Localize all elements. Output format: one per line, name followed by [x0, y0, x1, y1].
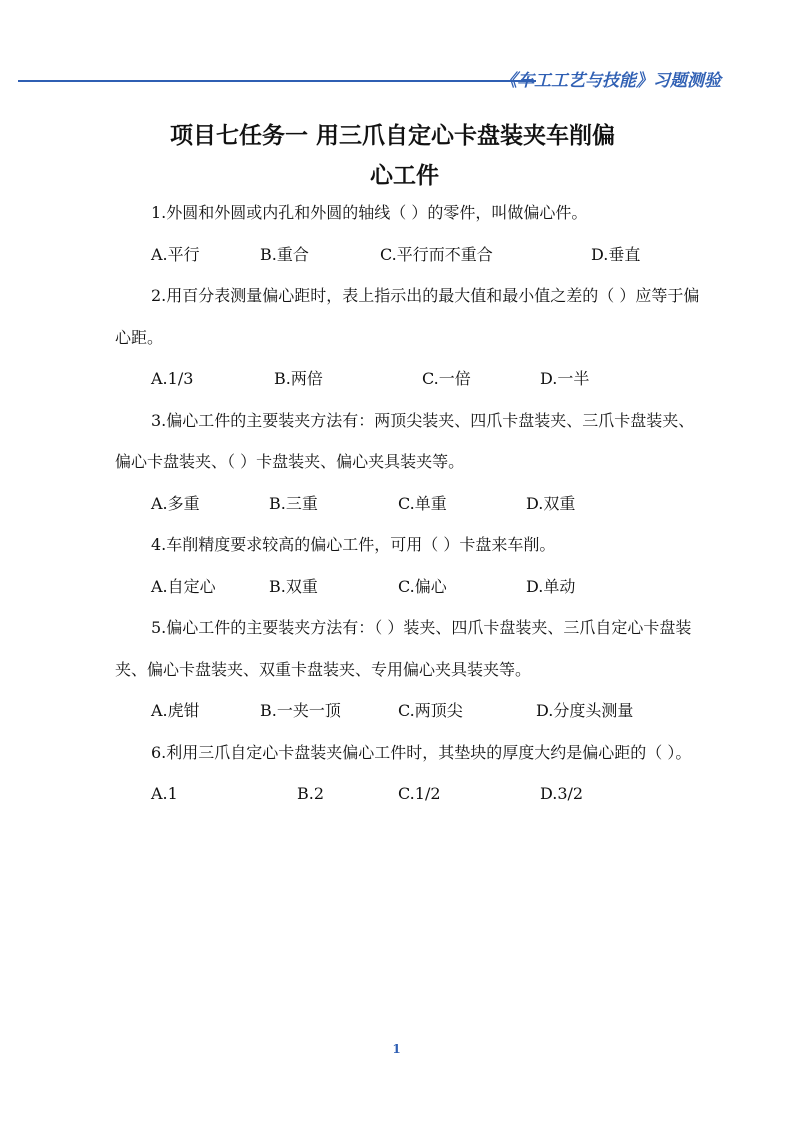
header-rule [18, 80, 536, 82]
option-c: C.平行而不重合 [380, 244, 493, 264]
page-title-line-2: 心工件 [370, 163, 439, 189]
option-b: B.两倍 [274, 369, 323, 388]
option-d: D.垂直 [591, 244, 641, 264]
option-c: C.两顶尖 [398, 701, 463, 720]
options-4 [115, 566, 700, 608]
question-3: 3.偏心工件的主要装夹方法有：两顶尖装夹、四爪卡盘装夹、三爪卡盘装夹、偏心卡盘装夹、（ ）卡盘装夹、偏心夹具装夹等。 [115, 410, 695, 471]
question-list [115, 192, 700, 815]
option-b: B.双重 [269, 576, 318, 596]
option-d: D.双重 [526, 493, 576, 513]
option-d: D.单动 [526, 576, 576, 596]
header-title: 《车工工艺与技能》习题测验 [500, 71, 721, 91]
options-2 [115, 358, 700, 400]
question-4: 4.车削精度要求较高的偏心工件，可用（ ）卡盘来车削。 [151, 535, 556, 554]
option-c: C.偏心 [398, 576, 447, 596]
option-b: B.一夹一顶 [260, 701, 341, 720]
option-a: A.多重 [151, 493, 200, 513]
option-c: C.1/2 [398, 784, 441, 803]
option-a: A.1/3 [151, 369, 194, 388]
option-b: B.2 [297, 784, 325, 803]
question-5: 5.偏心工件的主要装夹方法有：（ ）装夹、四爪卡盘装夹、三爪自定心卡盘装夹、偏心卡盘装夹、双重卡盘装夹、专用偏心夹具装夹等。 [115, 618, 692, 679]
page-title [170, 116, 700, 196]
options-5 [115, 690, 700, 732]
option-c: C.单重 [398, 493, 447, 513]
options-6 [115, 773, 700, 815]
option-d: D.3/2 [540, 784, 584, 803]
option-a: A.虎钳 [151, 701, 200, 720]
option-c: C.一倍 [422, 369, 471, 388]
options-1 [115, 234, 700, 276]
option-a: A.1 [151, 784, 178, 803]
option-b: B.三重 [269, 493, 318, 513]
question-2: 2.用百分表测量偏心距时，表上指示出的最大值和最小值之差的（ ）应等于偏心距。 [115, 286, 700, 347]
option-b: B.重合 [260, 244, 309, 264]
option-a: A.自定心 [151, 576, 216, 596]
page-title-line-1: 项目七任务一 用三爪自定心卡盘装夹车削偏 [170, 123, 616, 149]
options-3 [115, 483, 700, 525]
option-d: D.分度头测量 [536, 701, 634, 720]
question-6: 6.利用三爪自定心卡盘装夹偏心工件时，其垫块的厚度大约是偏心距的（ ）。 [151, 742, 692, 762]
page-number: 1 [392, 1042, 401, 1056]
option-d: D.一半 [540, 369, 590, 388]
option-a: A.平行 [151, 244, 200, 264]
question-1: 1.外圆和外圆或内孔和外圆的轴线（ ）的零件，叫做偏心件。 [151, 203, 588, 222]
